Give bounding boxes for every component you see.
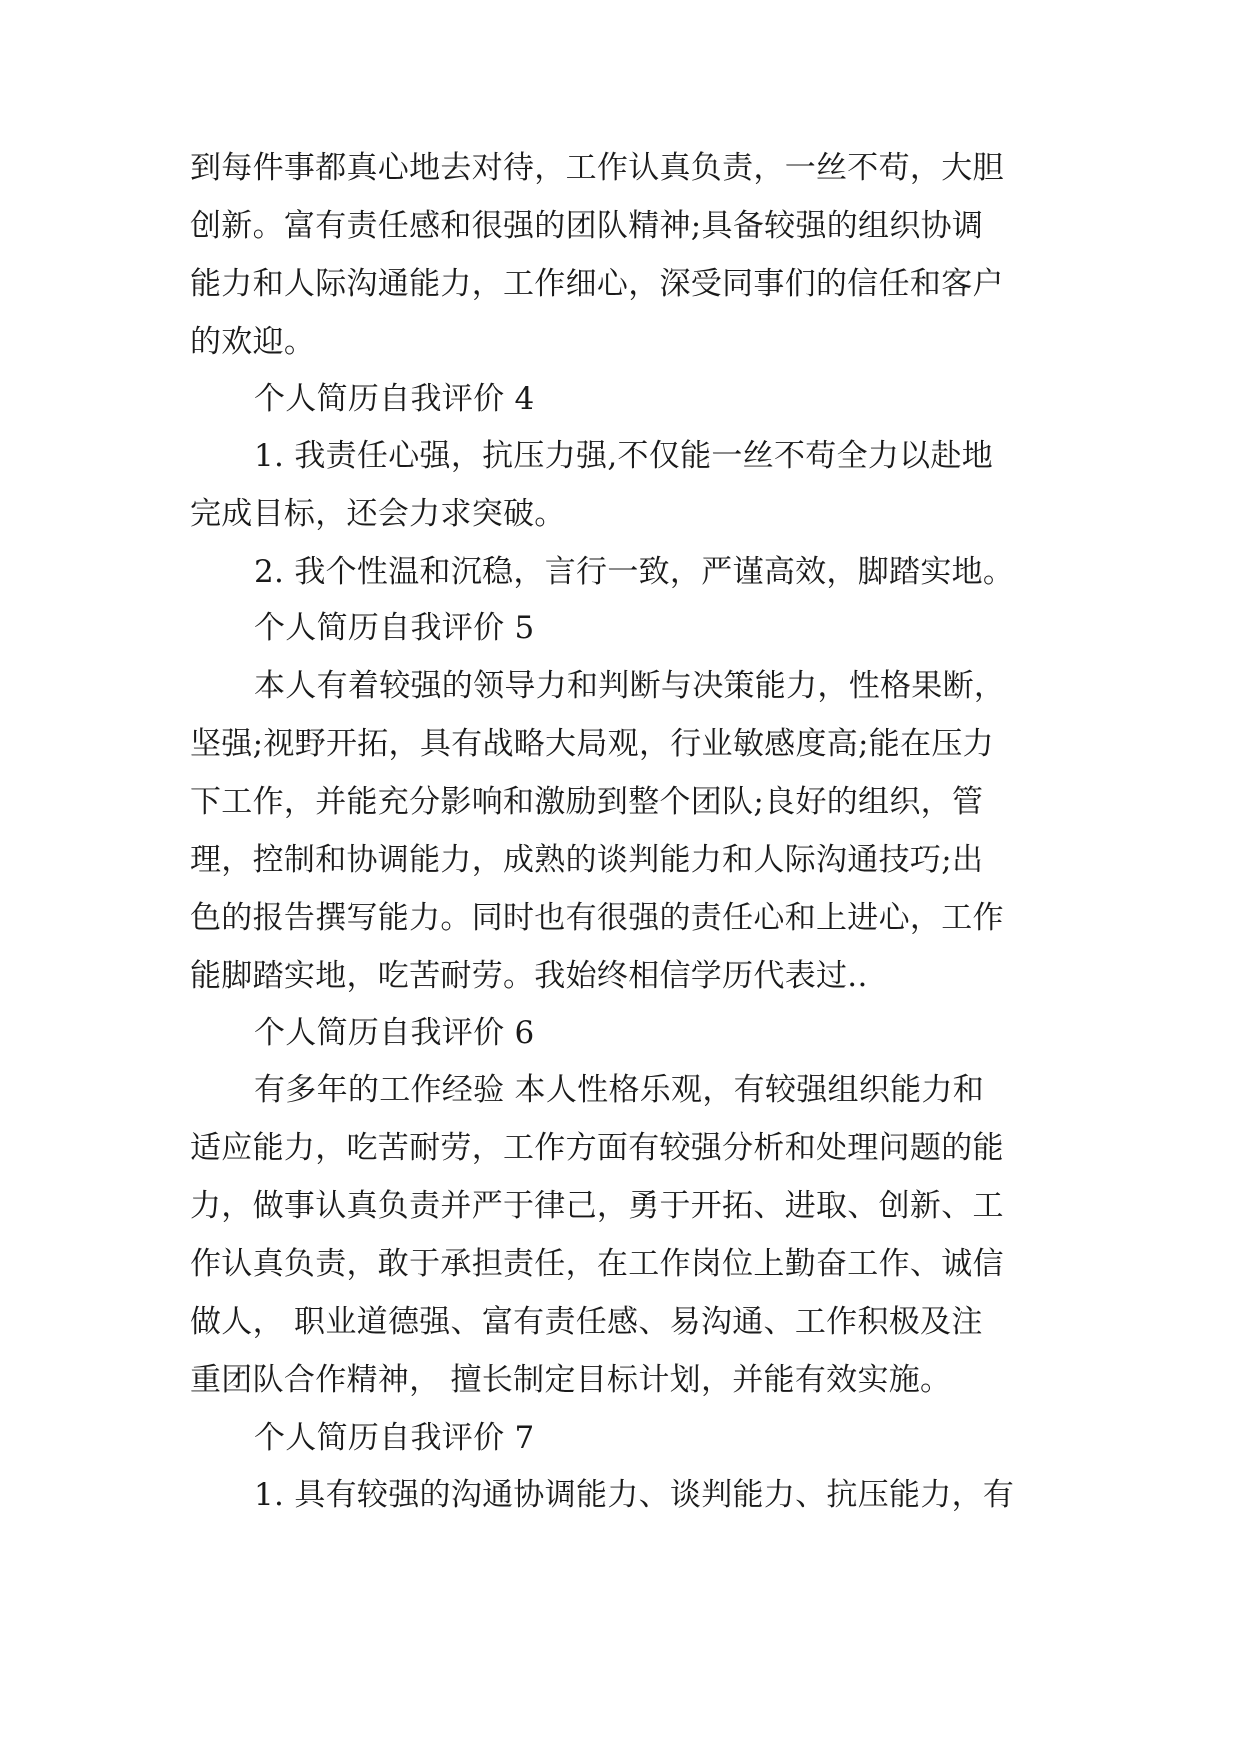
paragraph-line: 2. 我个性温和沉稳，言行一致，严谨高效，脚踏实地。 [254, 554, 1015, 590]
paragraph-line: 力，做事认真负责并严于律己，勇于开拓、进取、创新、工 [190, 1188, 1004, 1224]
paragraph-line: 下工作，并能充分影响和激励到整个团队;良好的组织，管 [190, 784, 984, 820]
paragraph-line: 作认真负责，敢于承担责任，在工作岗位上勤奋工作、诚信 [190, 1246, 1004, 1282]
section-heading: 个人简历自我评价 5 [254, 610, 535, 646]
paragraph-line: 的欢迎。 [190, 324, 316, 360]
paragraph-line: 能脚踏实地，吃苦耐劳。我始终相信学历代表过.. [190, 958, 868, 994]
paragraph-line: 1. 我责任心强，抗压力强,不仅能一丝不苟全力以赴地 [254, 438, 994, 474]
paragraph-line: 1. 具有较强的沟通协调能力、谈判能力、抗压能力，有 [254, 1477, 1015, 1513]
paragraph-line: 创新。富有责任感和很强的团队精神;具备较强的组织协调 [190, 208, 984, 244]
paragraph-line: 适应能力，吃苦耐劳，工作方面有较强分析和处理问题的能 [190, 1130, 1004, 1166]
section-heading: 个人简历自我评价 4 [254, 381, 535, 417]
paragraph-line: 理，控制和协调能力，成熟的谈判能力和人际沟通技巧;出 [190, 842, 984, 878]
section-heading: 个人简历自我评价 6 [254, 1015, 535, 1051]
paragraph-line: 有多年的工作经验 本人性格乐观，有较强组织能力和 [254, 1072, 985, 1108]
paragraph-line: 本人有着较强的领导力和判断与决策能力，性格果断， [254, 668, 1006, 704]
paragraph-line: 重团队合作精神， 擅长制定目标计划，并能有效实施。 [190, 1362, 952, 1398]
paragraph-line: 坚强;视野开拓，具有战略大局观，行业敏感度高;能在压力 [190, 726, 994, 762]
paragraph-line: 能力和人际沟通能力，工作细心，深受同事们的信任和客户 [190, 266, 1004, 302]
paragraph-line: 做人， 职业道德强、富有责任感、易沟通、工作积极及注 [190, 1304, 983, 1340]
paragraph-line: 到每件事都真心地去对待，工作认真负责，一丝不苟，大胆 [190, 150, 1004, 186]
paragraph-line: 色的报告撰写能力。同时也有很强的责任心和上进心，工作 [190, 900, 1004, 936]
paragraph-line: 完成目标，还会力求突破。 [190, 496, 566, 532]
section-heading: 个人简历自我评价 7 [254, 1420, 535, 1456]
